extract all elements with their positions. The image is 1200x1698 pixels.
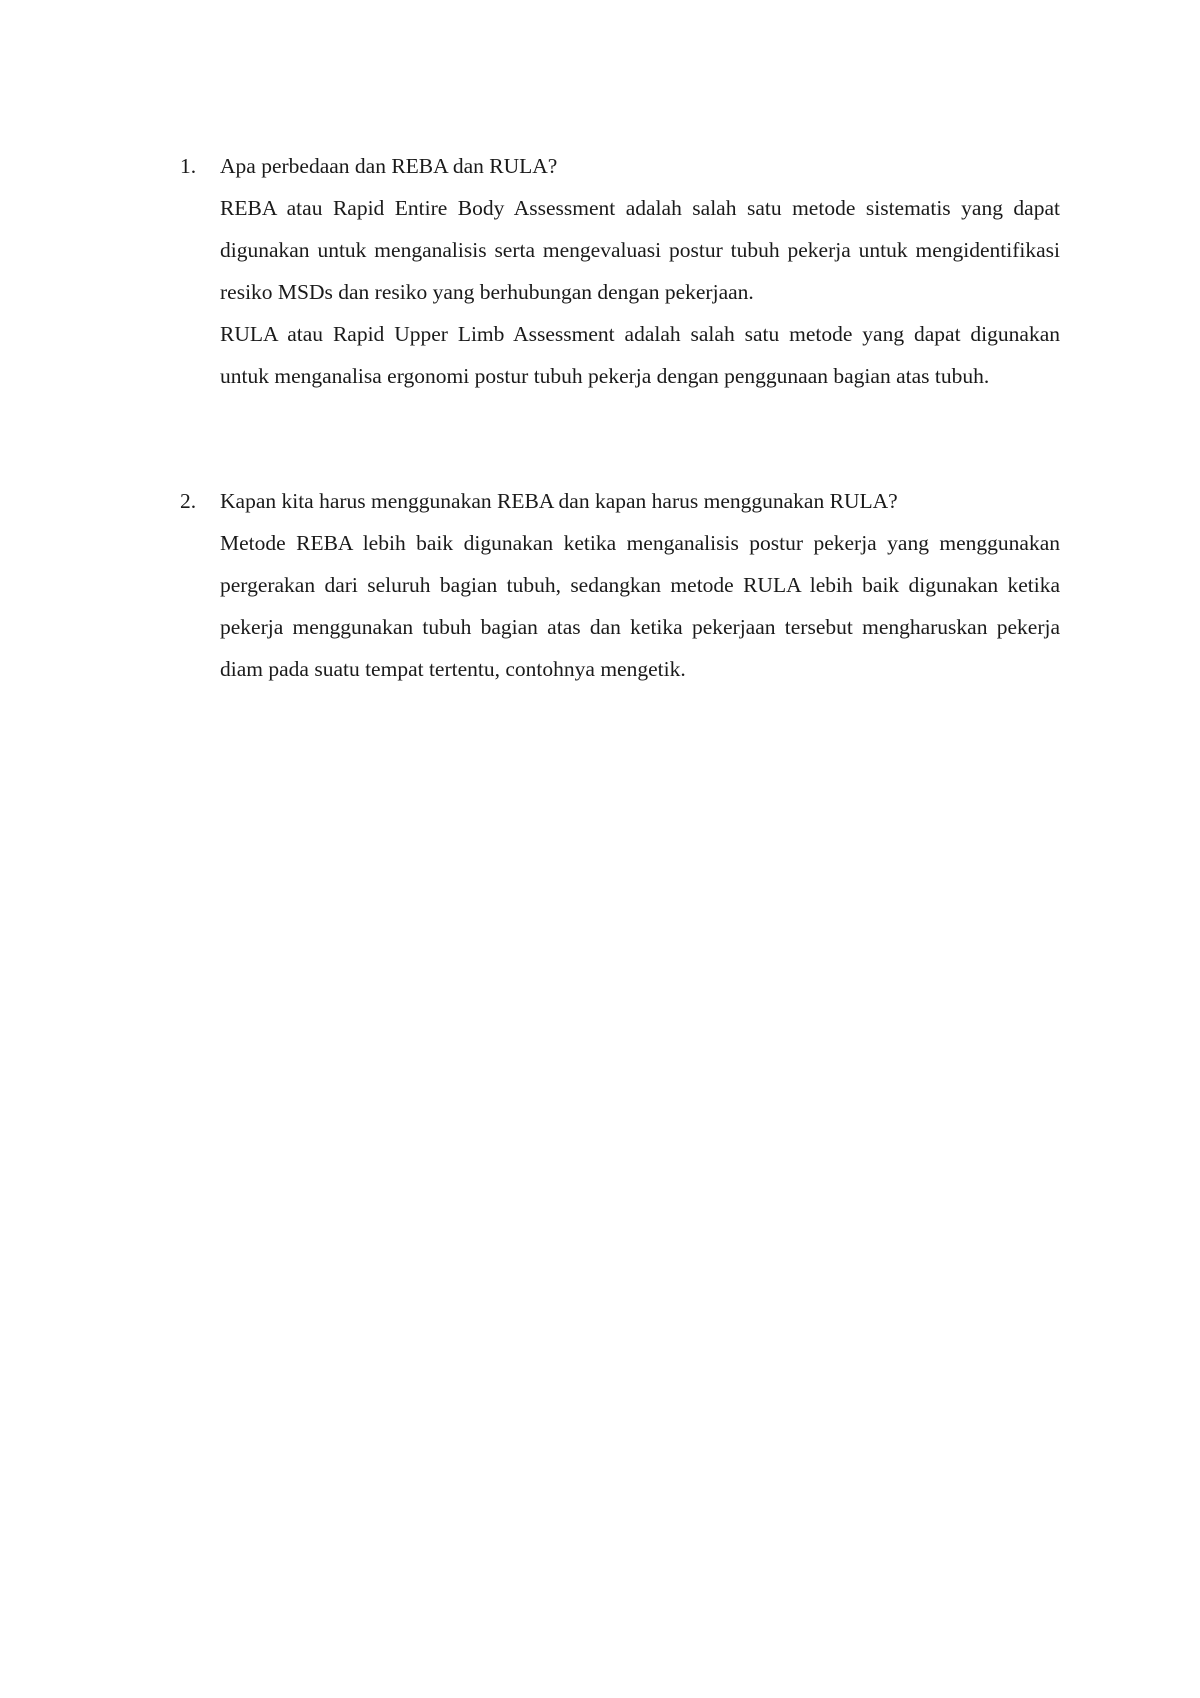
answer-paragraph-reba: REBA atau Rapid Entire Body Assessment adalah salah satu metode sistematis yang dapat digunakan untuk menganalisis serta mengevaluasi postur tubuh pekerja untuk mengidentifikasi resiko MSDs dan resiko yang berhubungan dengan pekerjaan. (220, 196, 1060, 304)
item-number: 1. (180, 154, 197, 178)
question-text: Kapan kita harus menggunakan REBA dan kapan harus menggunakan RULA? (220, 489, 898, 513)
list-item-2 (180, 480, 1060, 690)
question-row-1 (180, 145, 1060, 187)
question-row-2 (180, 480, 1060, 522)
question-text: Apa perbedaan dan REBA dan RULA? (220, 154, 558, 178)
answer-paragraph-usage: Metode REBA lebih baik digunakan ketika menganalisis postur pekerja yang menggunakan pergerakan dari seluruh bagian tubuh, sedangkan metode RULA lebih baik digunakan ketika pekerja menggunakan tubuh bagian atas dan ketika pekerjaan tersebut mengharuskan pekerja diam pada suatu tempat tertentu, contohnya mengetik. (220, 531, 1060, 681)
list-item-1 (180, 145, 1060, 397)
item-number: 2. (180, 489, 197, 513)
answer-paragraph-rula: RULA atau Rapid Upper Limb Assessment adalah salah satu metode yang dapat digunakan untuk menganalisa ergonomi postur tubuh pekerja dengan penggunaan bagian atas tubuh. (220, 322, 1060, 388)
